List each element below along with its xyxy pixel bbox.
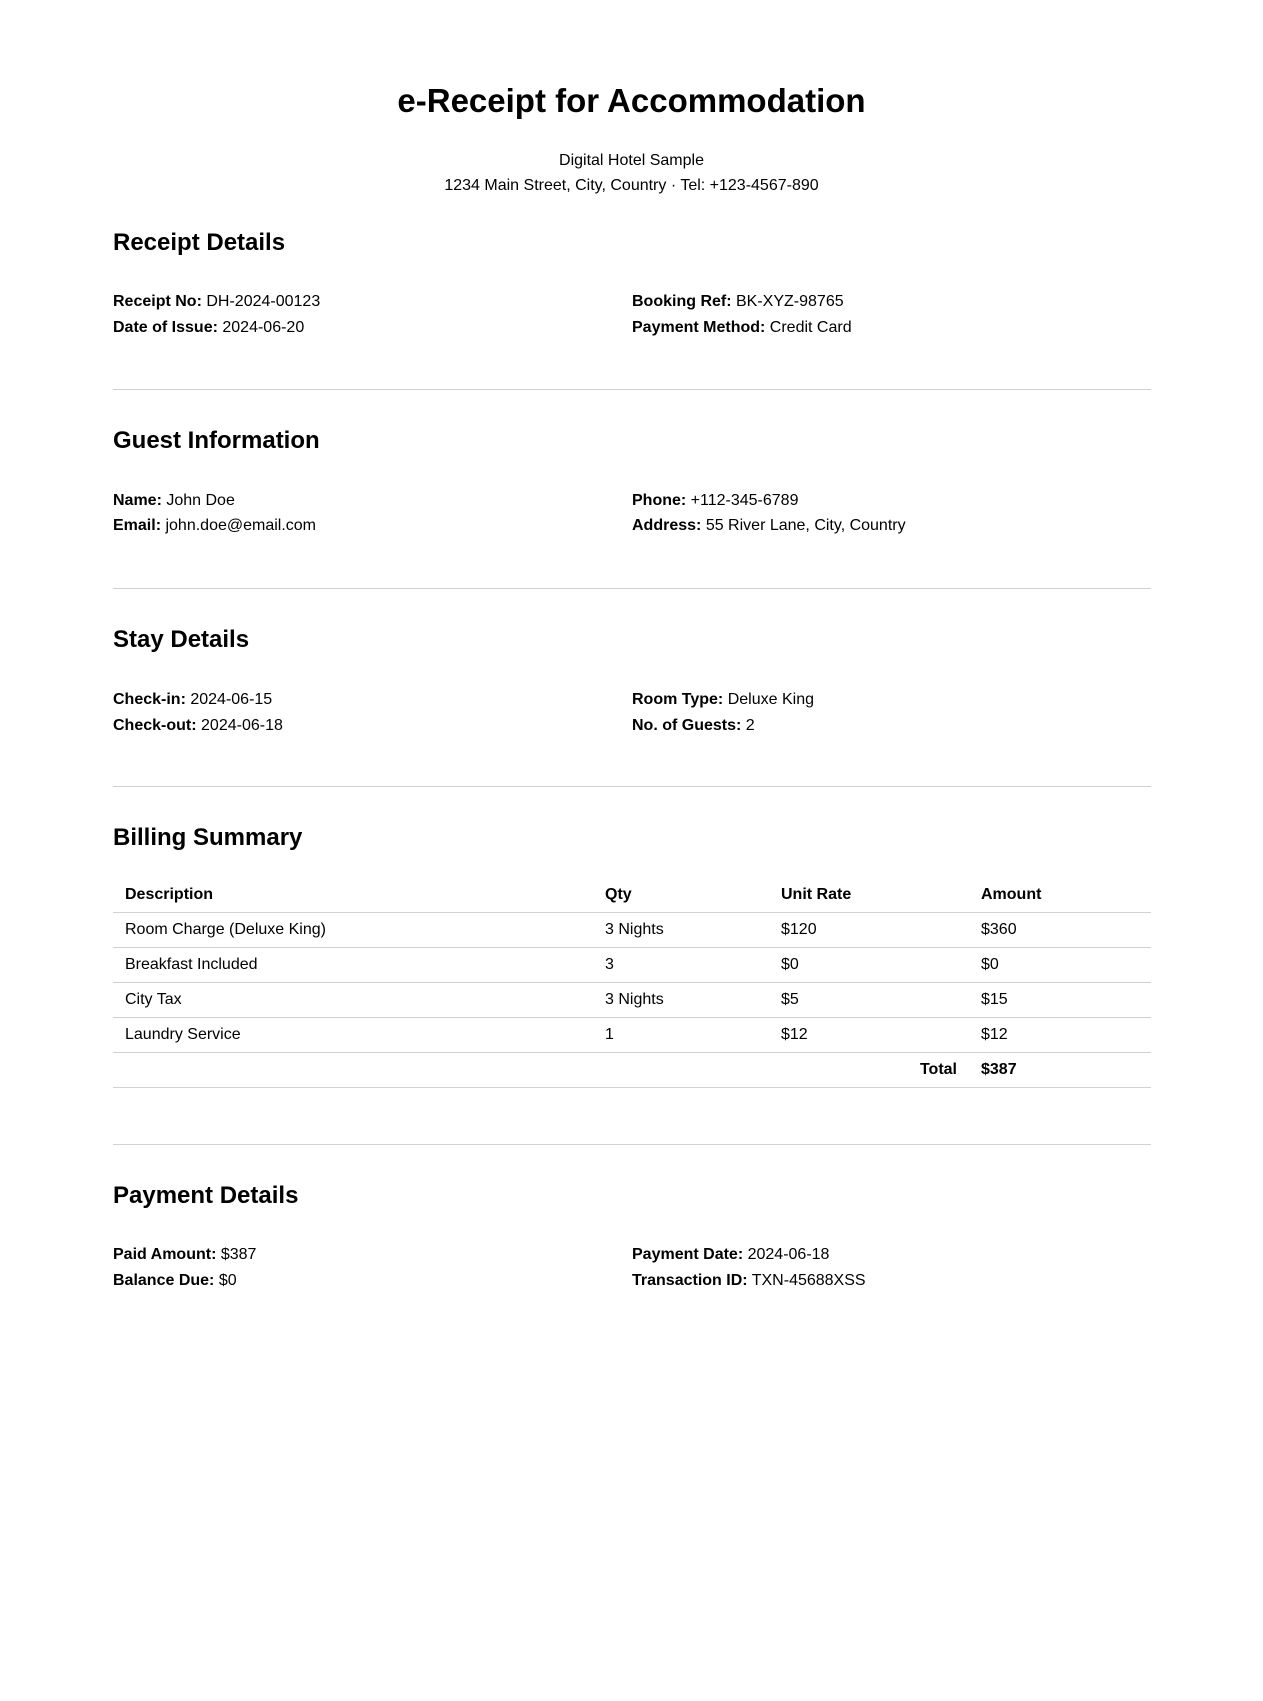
table-row xyxy=(113,983,1151,1018)
paid-amount-label: Paid Amount: xyxy=(113,1246,217,1263)
transaction-id-label: Transaction ID: xyxy=(632,1272,748,1289)
paid-amount xyxy=(113,1245,256,1265)
guest-address xyxy=(632,516,906,536)
check-in-label: Check-in: xyxy=(113,691,186,708)
date-of-issue xyxy=(113,318,304,338)
payment-date xyxy=(632,1245,829,1265)
payment-date-label: Payment Date: xyxy=(632,1246,744,1263)
payment-method-label: Payment Method: xyxy=(632,319,766,336)
item-description: Room Charge (Deluxe King) xyxy=(113,913,593,948)
check-out-value: 2024-06-18 xyxy=(201,717,283,734)
booking-ref xyxy=(632,292,844,312)
payment-date-value: 2024-06-18 xyxy=(747,1246,830,1263)
payment-details-heading: Payment Details xyxy=(113,1182,299,1209)
hotel-name: Digital Hotel Sample xyxy=(559,152,704,169)
booking-ref-value: BK-XYZ-98765 xyxy=(736,293,844,310)
column-header: Description xyxy=(113,878,593,913)
balance-due xyxy=(113,1271,237,1291)
divider xyxy=(113,389,1151,390)
divider xyxy=(113,786,1151,787)
stay-details-heading: Stay Details xyxy=(113,626,250,653)
table-row xyxy=(113,1018,1151,1053)
payment-method xyxy=(632,318,852,338)
payment-method-value: Credit Card xyxy=(769,319,852,336)
date-of-issue-value: 2024-06-20 xyxy=(222,319,305,336)
check-in-value: 2024-06-15 xyxy=(190,691,273,708)
guest-phone-value: +112-345-6789 xyxy=(690,492,799,509)
room-type xyxy=(632,690,814,710)
guest-email-label: Email: xyxy=(113,517,162,534)
total-label: Total xyxy=(113,1053,969,1088)
guest-information-heading: Guest Information xyxy=(113,427,320,454)
item-qty: 3 Nights xyxy=(593,983,769,1018)
guest-count-label: No. of Guests: xyxy=(632,717,742,734)
room-type-value: Deluxe King xyxy=(727,691,814,708)
hotel-address: 1234 Main Street, City, Country · Tel: +123-4567-890 xyxy=(444,177,819,194)
item-qty: 3 xyxy=(593,948,769,983)
check-out xyxy=(113,716,283,736)
receipt-details-heading: Receipt Details xyxy=(113,229,286,256)
item-qty: 3 Nights xyxy=(593,913,769,948)
guest-phone xyxy=(632,491,798,511)
total-value: $387 xyxy=(969,1053,1151,1088)
guest-name xyxy=(113,491,235,511)
billing-summary-heading: Billing Summary xyxy=(113,824,303,851)
divider xyxy=(113,588,1151,589)
item-qty: 1 xyxy=(593,1018,769,1053)
guest-email xyxy=(113,516,316,536)
transaction-id-value: TXN-45688XSS xyxy=(751,1272,866,1289)
total-row xyxy=(113,1053,1151,1088)
item-unit-rate: $120 xyxy=(769,913,969,948)
check-in xyxy=(113,690,272,710)
table-row xyxy=(113,913,1151,948)
billing-table xyxy=(113,878,1151,1088)
receipt-no-value: DH-2024-00123 xyxy=(206,293,321,310)
room-type-label: Room Type: xyxy=(632,691,724,708)
guest-email-value: john.doe@email.com xyxy=(165,517,317,534)
check-out-label: Check-out: xyxy=(113,717,197,734)
guest-address-label: Address: xyxy=(632,517,702,534)
divider xyxy=(113,1144,1151,1145)
date-of-issue-label: Date of Issue: xyxy=(113,319,218,336)
column-header: Qty xyxy=(593,878,769,913)
item-description: Breakfast Included xyxy=(113,948,593,983)
item-amount: $0 xyxy=(969,948,1151,983)
item-unit-rate: $0 xyxy=(769,948,969,983)
guest-name-value: John Doe xyxy=(166,492,235,509)
guest-count xyxy=(632,716,755,736)
item-unit-rate: $12 xyxy=(769,1018,969,1053)
column-header: Amount xyxy=(969,878,1151,913)
page-title: e-Receipt for Accommodation xyxy=(397,82,866,119)
item-amount: $12 xyxy=(969,1018,1151,1053)
guest-address-value: 55 River Lane, City, Country xyxy=(705,517,906,534)
item-unit-rate: $5 xyxy=(769,983,969,1018)
guest-name-label: Name: xyxy=(113,492,162,509)
balance-due-label: Balance Due: xyxy=(113,1272,215,1289)
item-description: City Tax xyxy=(113,983,593,1018)
item-amount: $15 xyxy=(969,983,1151,1018)
balance-due-value: $0 xyxy=(218,1272,237,1289)
billing-header-row xyxy=(113,878,1151,913)
receipt-no xyxy=(113,292,320,312)
item-description: Laundry Service xyxy=(113,1018,593,1053)
booking-ref-label: Booking Ref: xyxy=(632,293,732,310)
guest-count-value: 2 xyxy=(745,717,755,734)
item-amount: $360 xyxy=(969,913,1151,948)
transaction-id xyxy=(632,1271,866,1291)
table-row xyxy=(113,948,1151,983)
column-header: Unit Rate xyxy=(769,878,969,913)
guest-phone-label: Phone: xyxy=(632,492,687,509)
receipt-no-label: Receipt No: xyxy=(113,293,202,310)
paid-amount-value: $387 xyxy=(220,1246,257,1263)
